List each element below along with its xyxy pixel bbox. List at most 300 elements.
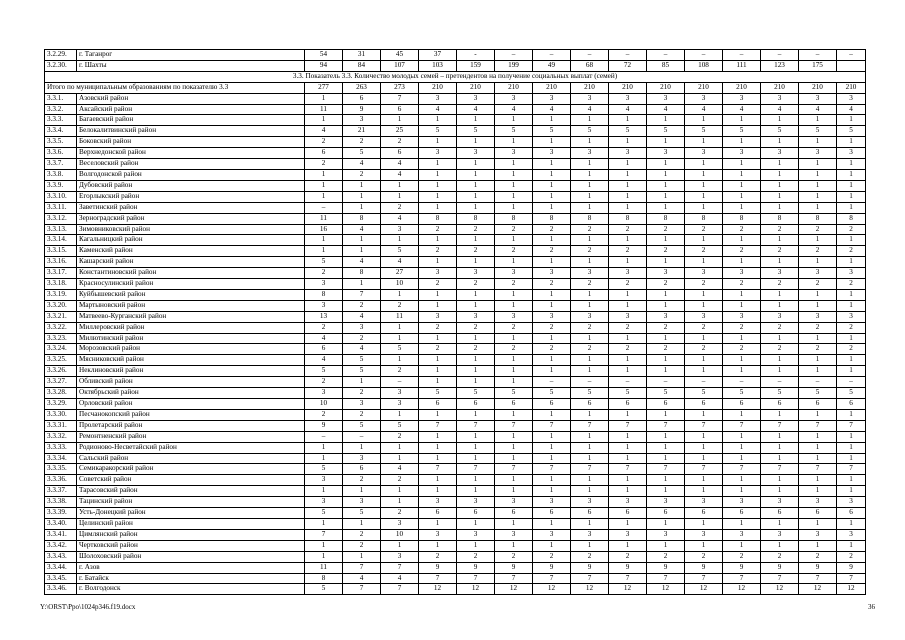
value-cell: 3 bbox=[799, 497, 837, 508]
value-cell: 1 bbox=[837, 300, 866, 311]
row-name: Константиновский район bbox=[77, 268, 305, 279]
row-code: 3.3.9. bbox=[45, 180, 77, 191]
value-cell: 3 bbox=[495, 529, 533, 540]
value-cell: 1 bbox=[685, 366, 723, 377]
value-cell: 7 bbox=[381, 562, 419, 573]
value-cell: 2 bbox=[343, 409, 381, 420]
row-code: 3.3.31. bbox=[45, 420, 77, 431]
value-cell: 3 bbox=[609, 93, 647, 104]
value-cell: 3 bbox=[419, 93, 457, 104]
value-cell bbox=[837, 60, 866, 71]
row-code: 3.3.30. bbox=[45, 409, 77, 420]
value-cell: 1 bbox=[609, 453, 647, 464]
value-cell: 1 bbox=[837, 235, 866, 246]
row-name: Багаевский район bbox=[77, 115, 305, 126]
row-code: 3.3.34. bbox=[45, 453, 77, 464]
value-cell: 1 bbox=[761, 191, 799, 202]
table-row bbox=[45, 399, 866, 410]
value-cell: 5 bbox=[495, 126, 533, 137]
value-cell: 1 bbox=[457, 409, 495, 420]
value-cell: 8 bbox=[457, 213, 495, 224]
value-cell: 1 bbox=[381, 235, 419, 246]
value-cell: 1 bbox=[381, 453, 419, 464]
table-row bbox=[45, 562, 866, 573]
value-cell: 10 bbox=[381, 529, 419, 540]
row-code: 3.3.21. bbox=[45, 311, 77, 322]
value-cell: 5 bbox=[343, 366, 381, 377]
value-cell: 2 bbox=[571, 279, 609, 290]
value-cell: 1 bbox=[457, 169, 495, 180]
value-cell: 2 bbox=[647, 279, 685, 290]
value-cell: 1 bbox=[723, 137, 761, 148]
value-cell: 5 bbox=[457, 388, 495, 399]
row-code: 3.3.3. bbox=[45, 115, 77, 126]
value-cell: 2 bbox=[381, 202, 419, 213]
value-cell: 2 bbox=[381, 137, 419, 148]
value-cell: 7 bbox=[685, 573, 723, 584]
row-code: 3.3.7. bbox=[45, 159, 77, 170]
value-cell: 1 bbox=[533, 475, 571, 486]
row-name: Красносулинский район bbox=[77, 279, 305, 290]
value-cell: 9 bbox=[419, 562, 457, 573]
value-cell: 1 bbox=[799, 300, 837, 311]
value-cell: 1 bbox=[343, 235, 381, 246]
value-cell: 1 bbox=[761, 257, 799, 268]
value-cell: 2 bbox=[799, 279, 837, 290]
value-cell: 3 bbox=[305, 300, 343, 311]
value-cell: 1 bbox=[305, 486, 343, 497]
value-cell: 1 bbox=[647, 431, 685, 442]
value-cell: 7 bbox=[723, 420, 761, 431]
value-cell: 3 bbox=[305, 497, 343, 508]
value-cell: 1 bbox=[495, 257, 533, 268]
row-name: г. Шахты bbox=[77, 60, 305, 71]
value-cell: 8 bbox=[495, 213, 533, 224]
value-cell: 1 bbox=[761, 431, 799, 442]
value-cell: 1 bbox=[723, 475, 761, 486]
value-cell: 1 bbox=[533, 300, 571, 311]
value-cell: 7 bbox=[571, 573, 609, 584]
value-cell: 3 bbox=[723, 148, 761, 159]
value-cell: 4 bbox=[381, 159, 419, 170]
value-cell: 7 bbox=[495, 464, 533, 475]
value-cell: 1 bbox=[457, 377, 495, 388]
value-cell: 6 bbox=[571, 399, 609, 410]
value-cell: 7 bbox=[571, 420, 609, 431]
value-cell: 1 bbox=[799, 115, 837, 126]
table-row bbox=[45, 289, 866, 300]
value-cell: 12 bbox=[799, 584, 837, 595]
value-cell: 9 bbox=[837, 562, 866, 573]
value-cell: 1 bbox=[647, 300, 685, 311]
value-cell: 1 bbox=[457, 431, 495, 442]
value-cell: 1 bbox=[799, 180, 837, 191]
value-cell: 1 bbox=[799, 453, 837, 464]
row-code: 3.3.44. bbox=[45, 562, 77, 573]
value-cell: 8 bbox=[647, 213, 685, 224]
value-cell: 8 bbox=[305, 573, 343, 584]
row-code: 3.3.28. bbox=[45, 388, 77, 399]
value-cell: 1 bbox=[723, 169, 761, 180]
value-cell: 2 bbox=[533, 279, 571, 290]
value-cell: 4 bbox=[305, 355, 343, 366]
value-cell: 1 bbox=[609, 431, 647, 442]
value-cell: 7 bbox=[343, 562, 381, 573]
value-cell: 2 bbox=[381, 300, 419, 311]
value-cell: 2 bbox=[457, 322, 495, 333]
value-cell: 1 bbox=[457, 159, 495, 170]
value-cell: 1 bbox=[457, 115, 495, 126]
value-cell: 1 bbox=[419, 257, 457, 268]
value-cell: 1 bbox=[533, 257, 571, 268]
value-cell: 4 bbox=[343, 344, 381, 355]
value-cell: 2 bbox=[609, 246, 647, 257]
total-value-cell: 210 bbox=[647, 82, 685, 93]
value-cell: 1 bbox=[761, 115, 799, 126]
value-cell: 2 bbox=[723, 246, 761, 257]
value-cell: 5 bbox=[609, 126, 647, 137]
value-cell: 2 bbox=[761, 344, 799, 355]
value-cell: 45 bbox=[381, 50, 419, 61]
row-code: 3.3.33. bbox=[45, 442, 77, 453]
table-row bbox=[45, 431, 866, 442]
value-cell: 1 bbox=[305, 540, 343, 551]
value-cell: 6 bbox=[495, 508, 533, 519]
value-cell: 4 bbox=[609, 104, 647, 115]
value-cell: 1 bbox=[609, 300, 647, 311]
value-cell: 1 bbox=[799, 442, 837, 453]
value-cell: 4 bbox=[343, 224, 381, 235]
value-cell: 2 bbox=[723, 279, 761, 290]
value-cell: 3 bbox=[609, 529, 647, 540]
value-cell: 6 bbox=[609, 399, 647, 410]
value-cell: 6 bbox=[723, 399, 761, 410]
value-cell: 8 bbox=[343, 268, 381, 279]
value-cell: 1 bbox=[723, 453, 761, 464]
value-cell: 1 bbox=[533, 169, 571, 180]
value-cell: 2 bbox=[419, 322, 457, 333]
value-cell: 1 bbox=[457, 453, 495, 464]
value-cell: 1 bbox=[419, 355, 457, 366]
value-cell: 7 bbox=[457, 420, 495, 431]
value-cell: 3 bbox=[837, 268, 866, 279]
value-cell: 12 bbox=[647, 584, 685, 595]
value-cell: 1 bbox=[305, 442, 343, 453]
table-row bbox=[45, 464, 866, 475]
total-value-cell: 277 bbox=[305, 82, 343, 93]
value-cell: – bbox=[799, 377, 837, 388]
row-code: 3.3.38. bbox=[45, 497, 77, 508]
value-cell: 3 bbox=[723, 268, 761, 279]
value-cell: 1 bbox=[685, 289, 723, 300]
value-cell: 2 bbox=[799, 344, 837, 355]
value-cell: 2 bbox=[419, 551, 457, 562]
value-cell: 12 bbox=[761, 584, 799, 595]
value-cell: 1 bbox=[609, 333, 647, 344]
value-cell: 1 bbox=[457, 300, 495, 311]
value-cell: 3 bbox=[799, 311, 837, 322]
value-cell: 3 bbox=[533, 268, 571, 279]
value-cell: 1 bbox=[609, 289, 647, 300]
value-cell: 1 bbox=[457, 518, 495, 529]
value-cell: 1 bbox=[495, 518, 533, 529]
value-cell: 6 bbox=[837, 399, 866, 410]
value-cell: 2 bbox=[571, 551, 609, 562]
value-cell: 1 bbox=[685, 540, 723, 551]
value-cell: 6 bbox=[761, 508, 799, 519]
total-value-cell: 210 bbox=[457, 82, 495, 93]
value-cell: 94 bbox=[305, 60, 343, 71]
value-cell: 1 bbox=[457, 289, 495, 300]
value-cell: 2 bbox=[343, 475, 381, 486]
value-cell: 2 bbox=[457, 224, 495, 235]
table-row bbox=[45, 366, 866, 377]
value-cell: 2 bbox=[609, 551, 647, 562]
value-cell: 3 bbox=[647, 148, 685, 159]
total-value-cell: 210 bbox=[799, 82, 837, 93]
value-cell: 3 bbox=[495, 497, 533, 508]
value-cell: 2 bbox=[343, 169, 381, 180]
value-cell: 3 bbox=[647, 93, 685, 104]
value-cell: 3 bbox=[533, 311, 571, 322]
value-cell: 1 bbox=[571, 289, 609, 300]
value-cell: 2 bbox=[723, 322, 761, 333]
value-cell: 3 bbox=[457, 311, 495, 322]
value-cell: 1 bbox=[685, 409, 723, 420]
value-cell: 3 bbox=[571, 93, 609, 104]
value-cell: 3 bbox=[571, 529, 609, 540]
value-cell: 1 bbox=[609, 169, 647, 180]
value-cell: 2 bbox=[495, 246, 533, 257]
row-code: 3.3.14. bbox=[45, 235, 77, 246]
value-cell: 1 bbox=[761, 333, 799, 344]
value-cell: 1 bbox=[647, 169, 685, 180]
value-cell: 3 bbox=[533, 529, 571, 540]
value-cell: 4 bbox=[647, 104, 685, 115]
table-row bbox=[45, 584, 866, 595]
value-cell: – bbox=[685, 377, 723, 388]
table-row bbox=[45, 518, 866, 529]
value-cell: 2 bbox=[799, 551, 837, 562]
row-name: Шолоховский район bbox=[77, 551, 305, 562]
value-cell: 1 bbox=[381, 540, 419, 551]
value-cell: 8 bbox=[685, 213, 723, 224]
value-cell: 2 bbox=[381, 508, 419, 519]
value-cell: 1 bbox=[761, 475, 799, 486]
value-cell: 1 bbox=[381, 191, 419, 202]
value-cell: 2 bbox=[837, 224, 866, 235]
value-cell: 1 bbox=[723, 540, 761, 551]
value-cell: 3 bbox=[685, 497, 723, 508]
value-cell: 2 bbox=[685, 344, 723, 355]
row-name: Боковский район bbox=[77, 137, 305, 148]
value-cell: 1 bbox=[837, 355, 866, 366]
value-cell: 2 bbox=[419, 279, 457, 290]
row-name: Ремонтненский район bbox=[77, 431, 305, 442]
value-cell: – bbox=[647, 377, 685, 388]
value-cell: 1 bbox=[647, 289, 685, 300]
value-cell: 1 bbox=[685, 115, 723, 126]
value-cell: 1 bbox=[495, 159, 533, 170]
value-cell: 1 bbox=[609, 180, 647, 191]
row-code: 3.3.24. bbox=[45, 344, 77, 355]
value-cell: 10 bbox=[381, 279, 419, 290]
table-row bbox=[45, 409, 866, 420]
value-cell: 3 bbox=[419, 529, 457, 540]
value-cell: 9 bbox=[571, 562, 609, 573]
value-cell: 1 bbox=[533, 137, 571, 148]
value-cell: 7 bbox=[457, 464, 495, 475]
value-cell: 1 bbox=[343, 377, 381, 388]
value-cell: 1 bbox=[457, 442, 495, 453]
value-cell: 3 bbox=[723, 311, 761, 322]
value-cell: 27 bbox=[381, 268, 419, 279]
value-cell: 1 bbox=[419, 453, 457, 464]
value-cell: 1 bbox=[571, 486, 609, 497]
value-cell: 2 bbox=[761, 551, 799, 562]
value-cell: 4 bbox=[305, 333, 343, 344]
value-cell: 1 bbox=[571, 300, 609, 311]
value-cell: 1 bbox=[837, 257, 866, 268]
value-cell: 1 bbox=[457, 486, 495, 497]
value-cell: 12 bbox=[837, 584, 866, 595]
value-cell: 1 bbox=[381, 486, 419, 497]
value-cell: 3 bbox=[647, 311, 685, 322]
value-cell: 1 bbox=[799, 333, 837, 344]
value-cell: 199 bbox=[495, 60, 533, 71]
value-cell: 1 bbox=[647, 518, 685, 529]
value-cell: 2 bbox=[457, 344, 495, 355]
value-cell: 1 bbox=[571, 202, 609, 213]
value-cell: 3 bbox=[305, 475, 343, 486]
total-value-cell: 210 bbox=[571, 82, 609, 93]
value-cell: 2 bbox=[761, 246, 799, 257]
value-cell: 5 bbox=[305, 584, 343, 595]
value-cell: 1 bbox=[381, 333, 419, 344]
row-name: Чертковский район bbox=[77, 540, 305, 551]
value-cell: 10 bbox=[305, 399, 343, 410]
value-cell: 2 bbox=[495, 551, 533, 562]
value-cell: 1 bbox=[495, 442, 533, 453]
value-cell: 1 bbox=[457, 540, 495, 551]
value-cell: 2 bbox=[647, 551, 685, 562]
value-cell: 1 bbox=[723, 355, 761, 366]
value-cell: 1 bbox=[685, 159, 723, 170]
value-cell: 3 bbox=[419, 497, 457, 508]
value-cell: 1 bbox=[647, 453, 685, 464]
value-cell: 1 bbox=[571, 333, 609, 344]
value-cell: 2 bbox=[495, 279, 533, 290]
value-cell: 2 bbox=[723, 224, 761, 235]
value-cell: 2 bbox=[609, 344, 647, 355]
value-cell: 1 bbox=[723, 191, 761, 202]
value-cell: – bbox=[685, 50, 723, 61]
value-cell: 25 bbox=[381, 126, 419, 137]
value-cell: 9 bbox=[495, 562, 533, 573]
value-cell: 1 bbox=[799, 191, 837, 202]
value-cell: 5 bbox=[799, 126, 837, 137]
value-cell: 3 bbox=[495, 311, 533, 322]
value-cell: 4 bbox=[305, 126, 343, 137]
value-cell: – bbox=[761, 50, 799, 61]
value-cell: 6 bbox=[305, 148, 343, 159]
value-cell: 1 bbox=[799, 518, 837, 529]
table-row bbox=[45, 268, 866, 279]
value-cell: 5 bbox=[837, 388, 866, 399]
value-cell: 1 bbox=[647, 409, 685, 420]
value-cell: 3 bbox=[457, 529, 495, 540]
row-code: 3.3.42. bbox=[45, 540, 77, 551]
value-cell: 8 bbox=[799, 213, 837, 224]
value-cell: 3 bbox=[799, 529, 837, 540]
value-cell: 1 bbox=[647, 355, 685, 366]
value-cell: 6 bbox=[685, 508, 723, 519]
value-cell: 3 bbox=[457, 93, 495, 104]
value-cell: 1 bbox=[609, 202, 647, 213]
value-cell: 2 bbox=[761, 279, 799, 290]
value-cell: 2 bbox=[533, 224, 571, 235]
value-cell: 3 bbox=[381, 551, 419, 562]
value-cell: 7 bbox=[837, 420, 866, 431]
value-cell: 6 bbox=[571, 508, 609, 519]
value-cell: 1 bbox=[761, 540, 799, 551]
value-cell: 4 bbox=[381, 169, 419, 180]
value-cell: 3 bbox=[305, 279, 343, 290]
value-cell: 1 bbox=[495, 235, 533, 246]
value-cell: 2 bbox=[723, 344, 761, 355]
value-cell: 2 bbox=[799, 224, 837, 235]
value-cell: 13 bbox=[305, 311, 343, 322]
value-cell: 1 bbox=[837, 442, 866, 453]
value-cell: 2 bbox=[609, 279, 647, 290]
value-cell: 6 bbox=[419, 399, 457, 410]
value-cell: 6 bbox=[533, 508, 571, 519]
value-cell: 6 bbox=[419, 508, 457, 519]
value-cell: 7 bbox=[685, 464, 723, 475]
value-cell: 1 bbox=[343, 191, 381, 202]
value-cell: 6 bbox=[837, 508, 866, 519]
value-cell: 1 bbox=[609, 486, 647, 497]
value-cell: 3 bbox=[305, 388, 343, 399]
value-cell: 2 bbox=[837, 344, 866, 355]
value-cell: 2 bbox=[343, 300, 381, 311]
value-cell: 1 bbox=[723, 115, 761, 126]
value-cell: 107 bbox=[381, 60, 419, 71]
value-cell: 1 bbox=[761, 453, 799, 464]
value-cell: 7 bbox=[381, 93, 419, 104]
row-name: Милютинский район bbox=[77, 333, 305, 344]
table-row bbox=[45, 300, 866, 311]
value-cell: 2 bbox=[685, 322, 723, 333]
total-row-label: Итого по муниципальным образованиям по показателю 3.3 bbox=[45, 82, 305, 93]
value-cell: 2 bbox=[305, 377, 343, 388]
value-cell: 1 bbox=[571, 475, 609, 486]
value-cell: 1 bbox=[685, 518, 723, 529]
value-cell: 2 bbox=[837, 279, 866, 290]
value-cell: 1 bbox=[495, 137, 533, 148]
value-cell: 11 bbox=[381, 311, 419, 322]
row-name: Дубовский район bbox=[77, 180, 305, 191]
value-cell: 1 bbox=[343, 551, 381, 562]
value-cell: 1 bbox=[723, 159, 761, 170]
value-cell: 7 bbox=[837, 573, 866, 584]
row-name: Родионово-Несветайский район bbox=[77, 442, 305, 453]
value-cell: 9 bbox=[685, 562, 723, 573]
value-cell: 1 bbox=[495, 202, 533, 213]
footer-file-path: Y:\ORST\Ppo\1024p346.f19.docx bbox=[40, 603, 136, 611]
value-cell: 3 bbox=[685, 148, 723, 159]
value-cell: 6 bbox=[457, 399, 495, 410]
